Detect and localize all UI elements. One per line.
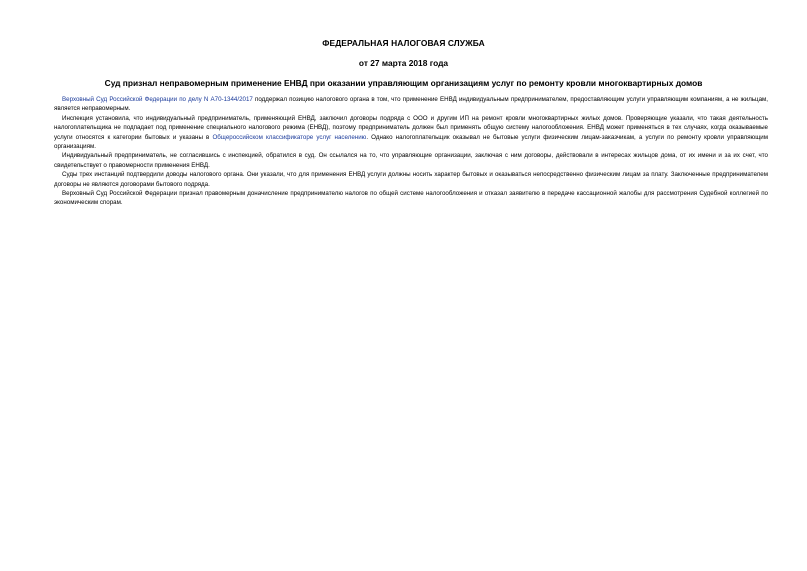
paragraph-1-text: поддержал позицию налогового органа в том, что применение ЕНВД индивидуальным предпринимателем, предоставляющим услуги управляющим компаниям, а не жильцам, является неправомерным. [54, 96, 768, 113]
paragraph-2 [54, 114, 768, 152]
paragraph-4: Суды трех инстанций подтвердили доводы налогового органа. Они указали, что для применения ЕНВД услуги должны носить характер бытовых и оказываться непосредственно физическим лицам за плату. Заключенные предпринимателем договоры не являются договорами бытового подряда. [54, 171, 768, 188]
paragraph-1 [54, 95, 768, 114]
document-body [54, 95, 768, 208]
document-headline: Суд признал неправомерным применение ЕНВД при оказании управляющим организациям услуг по ремонту кровли многоквартирных домов [104, 78, 703, 88]
organization-title: ФЕДЕРАЛЬНАЯ НАЛОГОВАЯ СЛУЖБА [322, 38, 485, 48]
paragraph-2-text-after: . Однако налогоплательщик оказывал не бытовые услуги физическим лицам-заказчикам, а услуги по ремонту кровли управляющим организациям. [54, 133, 768, 151]
paragraph-2-text-before: Инспекция установила, что индивидуальный предприниматель, применяющий ЕНВД, заключил договоры подряда с ООО и другим ИП на ремонт кровли многоквартирных жилых домов. Проверяющие указали, что такая деятельность налогоплательщика не подпадает под применение специального налогового режима (ЕНВД), поэтому предприниматель должен был применять общую систему налогообложения. ЕНВД может применяться в тех случаях, когда оказываемые услуги относятся к категории бытовых и указаны в [54, 114, 768, 141]
paragraph-3: Индивидуальный предприниматель, не согласившись с инспекцией, обратился в суд. Он ссылался на то, что управляющие организации, заключая с ним договоры, действовали в интересах жильцов дома, от их имени и за их счет, что свидетельствует о правомерности применения ЕНВД. [54, 152, 768, 169]
court-case-link[interactable]: Верховный Суд Российской Федерации по делу N А70-1344/2017 [62, 96, 253, 103]
paragraph-5: Верховный Суд Российской Федерации признал правомерным доначисление предпринимателю налогов по общей системе налогообложения и отказал заявителю в передаче кассационной жалобы для рассмотрения Судебной коллегией по экономическим спорам. [54, 190, 768, 207]
document-date: от 27 марта 2018 года [358, 58, 449, 68]
services-classifier-link[interactable]: Общероссийском классификаторе услуг населению [212, 133, 367, 141]
